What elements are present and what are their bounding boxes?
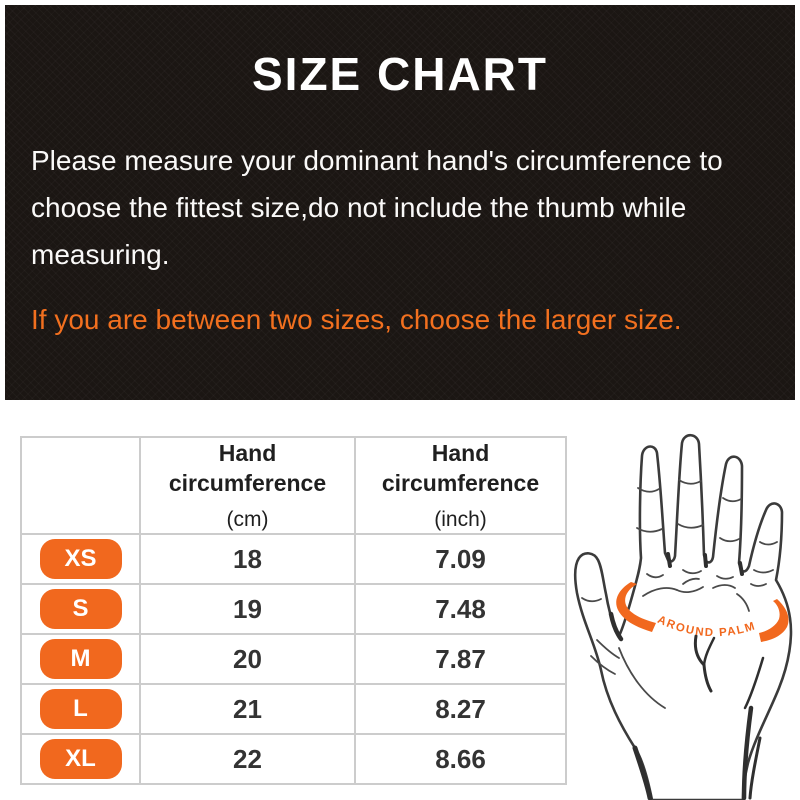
cm-value-xs: 18 <box>140 534 355 584</box>
table-row-l <box>21 684 566 734</box>
size-badge-cell <box>21 534 140 584</box>
size-badge-cell <box>21 734 140 784</box>
table-header-row <box>21 437 566 534</box>
size-table <box>20 436 567 785</box>
inch-value-m: 7.87 <box>355 634 566 684</box>
table-row-xl <box>21 734 566 784</box>
around-palm-label: AROUND PALM <box>655 613 758 640</box>
size-badge-cell <box>21 684 140 734</box>
table-row-m <box>21 634 566 684</box>
table-row-s <box>21 584 566 634</box>
size-badge-s: S <box>40 589 122 629</box>
hand-illustration <box>555 408 800 800</box>
cm-value-s: 19 <box>140 584 355 634</box>
inch-value-xs: 7.09 <box>355 534 566 584</box>
cm-header-title: Hand circumference <box>168 440 327 496</box>
size-badge-m: M <box>40 639 122 679</box>
inch-value-s: 7.48 <box>355 584 566 634</box>
info-panel <box>5 5 795 400</box>
inch-column-header <box>355 437 566 534</box>
cm-value-l: 21 <box>140 684 355 734</box>
between-sizes-tip-text: If you are between two sizes, choose the larger size. <box>31 304 682 335</box>
inch-header-title: Hand circumference <box>381 440 540 496</box>
inch-value-l: 8.27 <box>355 684 566 734</box>
cm-header-unit: (cm) <box>226 508 269 531</box>
cm-value-xl: 22 <box>140 734 355 784</box>
size-column-header-empty <box>21 437 140 534</box>
size-badge-cell <box>21 634 140 684</box>
cm-column-header <box>140 437 355 534</box>
measure-instruction-text: Please measure your dominant hand's circumference to choose the fittest size,do not include the thumb while measuring. <box>31 145 723 270</box>
size-badge-l: L <box>40 689 122 729</box>
size-badge-cell <box>21 584 140 634</box>
size-badge-xs: XS <box>40 539 122 579</box>
hand-illustration-svg <box>555 408 800 800</box>
table-row-xs <box>21 534 566 584</box>
cm-value-m: 20 <box>140 634 355 684</box>
page-title: SIZE CHART <box>252 48 548 100</box>
inch-header-unit: (inch) <box>434 508 487 531</box>
size-badge-xl: XL <box>40 739 122 779</box>
inch-value-xl: 8.66 <box>355 734 566 784</box>
